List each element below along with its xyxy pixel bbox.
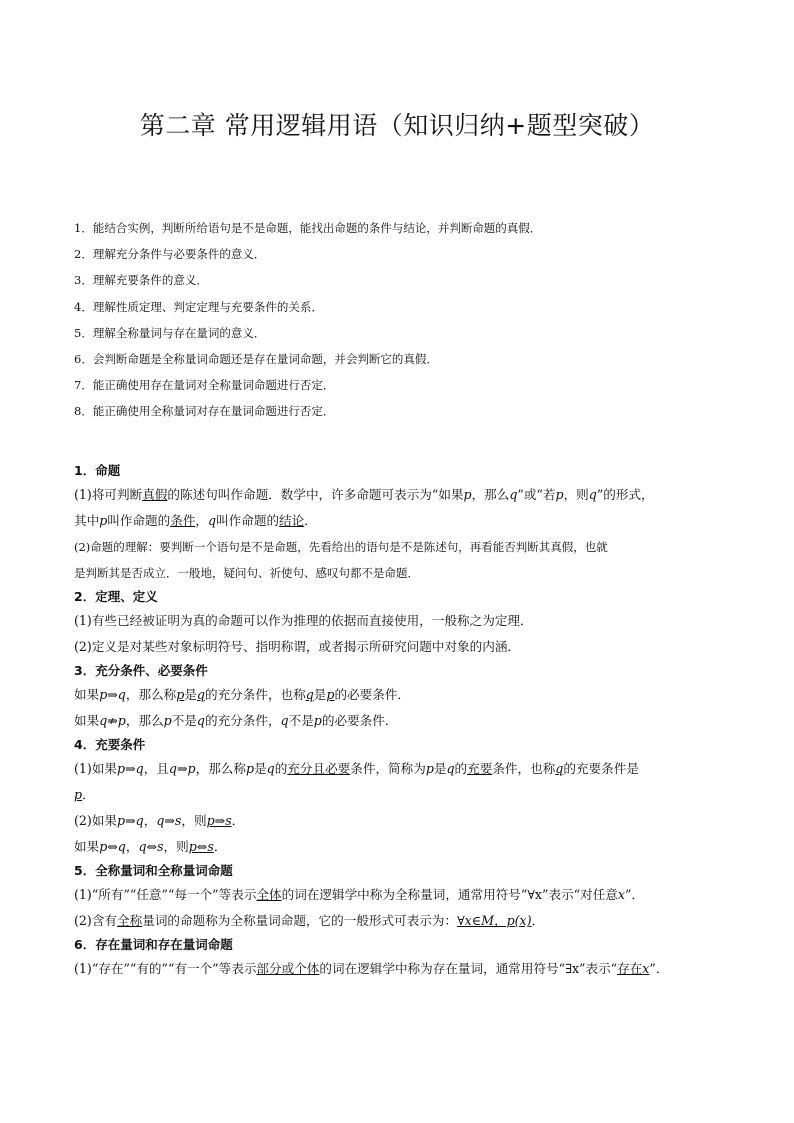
- text: ，: [195, 513, 208, 528]
- math-var: q: [196, 687, 205, 702]
- text: 不是: [288, 713, 314, 728]
- section-heading: 2．定理、定义: [74, 589, 158, 604]
- math-var: p: [463, 487, 472, 502]
- text: 的词在逻辑学中称为全称量词，通常用符号“∀x”表示“对任意: [281, 887, 618, 902]
- math-expr: p⇒q: [117, 813, 144, 828]
- paragraph: [74, 482, 724, 508]
- math-expr: q⇒p: [168, 761, 196, 776]
- text: 的充分条件，: [204, 713, 281, 728]
- text: ．: [304, 513, 317, 528]
- text: ，那么称: [195, 761, 246, 776]
- text: 是: [184, 687, 197, 702]
- math-var: q: [196, 713, 205, 728]
- text: 的词在逻辑学中称为存在量词，通常用符号“∃x”表示“: [319, 961, 618, 976]
- paragraph: [74, 782, 724, 808]
- text: ，: [125, 839, 139, 854]
- math-var: p: [99, 513, 108, 528]
- text: 是: [254, 761, 267, 776]
- math-expr: p⇒s: [206, 813, 232, 828]
- section-heading: 4．充要条件: [74, 737, 146, 752]
- page-title: 第二章 常用逻辑用语（知识归纳+题型突破）: [139, 111, 655, 140]
- section-heading: 1．命题: [74, 463, 121, 478]
- math-var: q: [555, 761, 564, 776]
- text: (1)将可判断: [74, 487, 143, 502]
- list-item: 3．理解充要条件的意义．: [74, 273, 208, 288]
- underlined-term: 真假: [142, 487, 168, 502]
- math-var: q: [266, 761, 275, 776]
- text: 的必要条件．: [334, 687, 410, 702]
- math-var: p: [326, 687, 335, 702]
- underlined-term: 充分且必要: [287, 761, 351, 776]
- math-expr: ∀x∈M，p(x): [457, 913, 532, 928]
- text: 的陈述句叫作命题．数学中，许多命题可表示为“如果: [167, 487, 464, 502]
- text: (1)“所有”“任意”“每一个”等表示: [74, 887, 257, 902]
- math-expr: p⇔s: [188, 839, 214, 854]
- text: 是: [433, 761, 447, 776]
- list-item: 4．理解性质定理、判定定理与充要条件的关系．: [74, 299, 323, 314]
- math-expr: q⇏p: [99, 713, 126, 728]
- list-item: 7．能正确使用存在量词对全称量词命题进行否定．: [74, 378, 335, 393]
- text: 的充分条件，也称: [204, 687, 306, 702]
- text: 叫作命题的: [216, 513, 280, 528]
- list-item: 2．理解充分条件与必要条件的意义．: [74, 247, 266, 262]
- paragraph: (1)有些已经被证明为真的命题可以作为推理的依据而直接使用，一般称之为定理．: [74, 613, 533, 628]
- text: 其中: [74, 513, 100, 528]
- math-expr: q⇔s: [138, 839, 164, 854]
- list-item: 8．能正确使用全称量词对存在量词命题进行否定．: [74, 404, 335, 419]
- text: 如果: [74, 839, 100, 854]
- section-heading: 6．存在量词和存在量词命题: [74, 937, 233, 952]
- text: 是: [313, 687, 327, 702]
- text: 的: [454, 761, 468, 776]
- text: ，: [143, 813, 157, 828]
- math-expr: p⇒q: [99, 687, 126, 702]
- math-var: p: [245, 761, 255, 776]
- list-item: 5．理解全称量词与存在量词的意义．: [74, 325, 266, 340]
- underlined-term: 充要: [467, 761, 493, 776]
- paragraph: (2)命题的理解：要判断一个语句是不是命题，先看给出的语句是不是陈述句，再看能否判断其真假，也就: [74, 540, 608, 554]
- section-heading: 3．充分条件、必要条件: [74, 663, 208, 678]
- paragraph: [74, 882, 724, 908]
- text: 条件，也称: [492, 761, 556, 776]
- text: 如果: [74, 713, 100, 728]
- list-item: 6．会判断命题是全称量词命题还是存在量词命题，并会判断它的真假．: [74, 351, 438, 366]
- text: ”．: [625, 887, 645, 902]
- text: ，那么称: [125, 687, 177, 702]
- paragraph: [74, 908, 724, 934]
- text: ，则: [163, 839, 189, 854]
- math-var: p: [163, 713, 172, 728]
- text: 如果: [74, 687, 100, 702]
- knowledge-content: [74, 460, 724, 982]
- math-var: p: [176, 687, 185, 702]
- math-expr: q⇒s: [156, 813, 182, 828]
- underlined-term: 全体: [256, 887, 282, 902]
- text: ”的形式，: [596, 487, 654, 502]
- text: (2)如果: [74, 813, 118, 828]
- text: (2)含有: [74, 913, 118, 928]
- underlined-term: 部分或个体: [256, 961, 320, 976]
- text: 的必要条件．: [321, 713, 398, 728]
- underlined-term: 存在: [617, 961, 643, 976]
- text: ，且: [143, 761, 169, 776]
- math-var: q: [588, 487, 597, 502]
- text: ，那么: [125, 713, 164, 728]
- text: ．: [231, 813, 245, 828]
- math-var: x: [617, 887, 625, 902]
- math-expr: p⇒q: [117, 761, 144, 776]
- text: ．: [531, 913, 545, 928]
- text: (1)“存在”“有的”“有一个”等表示: [74, 961, 257, 976]
- text: 不是: [171, 713, 197, 728]
- text: ，则: [563, 487, 589, 502]
- paragraph: [74, 508, 724, 534]
- math-var: p: [313, 713, 322, 728]
- paragraph: [74, 708, 724, 734]
- text: 量词的命题称为全称量词命题，它的一般形式可表示为：: [142, 913, 458, 928]
- objectives-list: [74, 218, 734, 428]
- math-var: p: [425, 761, 434, 776]
- paragraph: (2)定义是对某些对象标明符号、指明称谓，或者揭示所研究问题中对象的内涵．: [74, 639, 521, 654]
- text: 的: [274, 761, 288, 776]
- math-expr: p⇔q: [99, 839, 126, 854]
- list-item: 1．能结合实例，判断所给语句是不是命题，能找出命题的条件与结论，并判断命题的真假．: [74, 221, 542, 235]
- text: 条件，简称为: [350, 761, 426, 776]
- math-var: q: [305, 687, 314, 702]
- text: (1)如果: [74, 761, 118, 776]
- text: ．: [82, 787, 95, 802]
- paragraph: [74, 808, 724, 834]
- text: ”或“若: [517, 487, 556, 502]
- text: ，那么: [471, 487, 510, 502]
- underlined-term: 全称: [117, 913, 143, 928]
- paragraph: [74, 956, 724, 982]
- math-var: x: [642, 961, 650, 976]
- text: 的充要条件是: [563, 761, 639, 776]
- math-var: p: [74, 787, 83, 802]
- section-heading: 5．全称量词和全称量词命题: [74, 863, 233, 878]
- math-var: q: [208, 513, 217, 528]
- text: 叫作命题的: [107, 513, 171, 528]
- underlined-term: 条件: [170, 513, 196, 528]
- paragraph: [74, 682, 724, 708]
- text: ，则: [181, 813, 207, 828]
- text: ．: [213, 839, 227, 854]
- paragraph: [74, 756, 724, 782]
- math-var: p: [555, 487, 564, 502]
- math-var: q: [280, 713, 289, 728]
- underlined-term: 结论: [279, 513, 305, 528]
- paragraph: [74, 834, 724, 860]
- paragraph: 是判断其是否成立．一般地，疑问句、祈使句、感叹句都不是命题．: [74, 566, 419, 580]
- math-var: q: [446, 761, 455, 776]
- math-var: q: [509, 487, 518, 502]
- text: ”．: [649, 961, 669, 976]
